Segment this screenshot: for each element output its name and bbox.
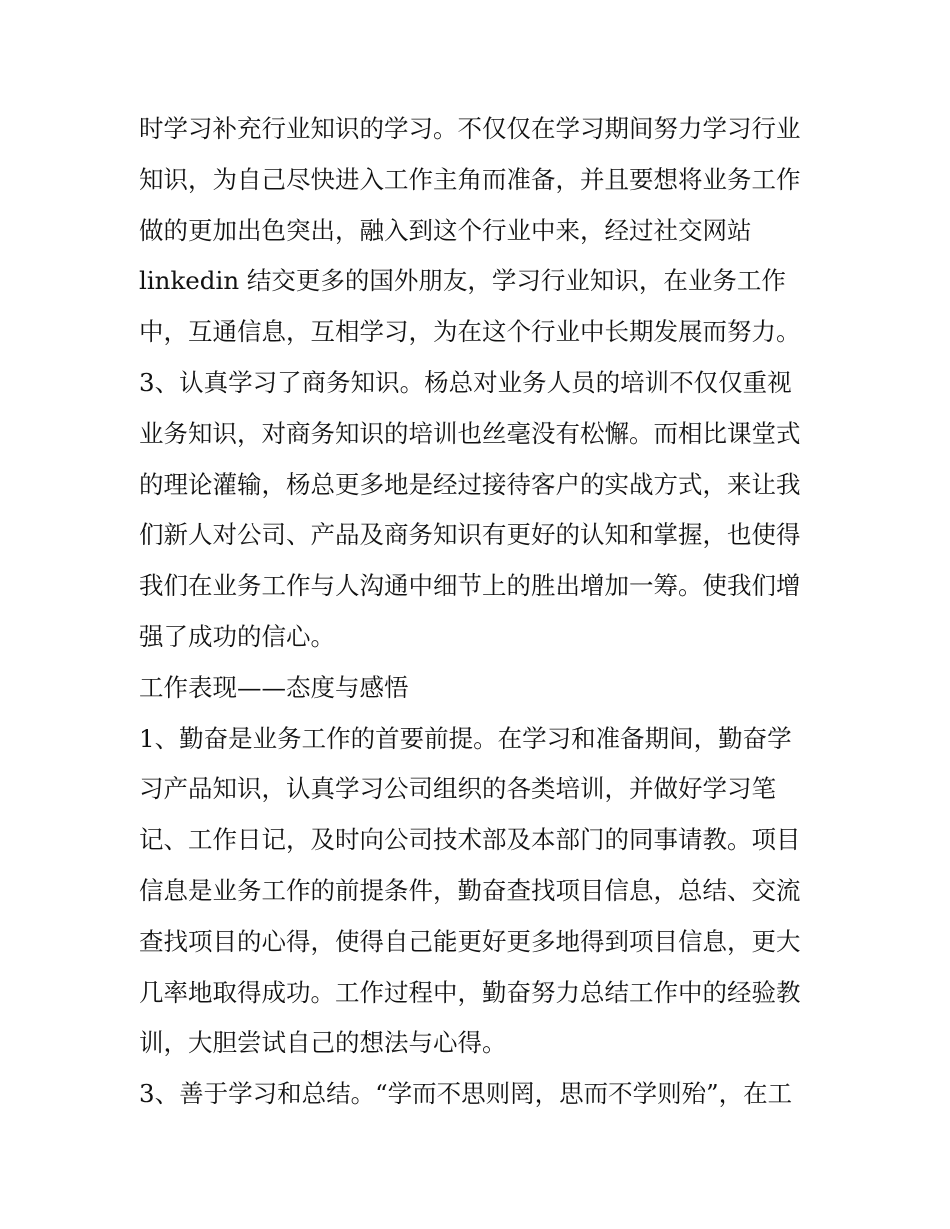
text-line: 习产品知识，认真学习公司组织的各类培训，并做好学习笔 — [139, 774, 776, 804]
text-line: 时学习补充行业知识的学习。不仅仅在学习期间努力学习行业 — [139, 114, 801, 143]
text-line: 3、认真学习了商务知识。杨总对业务人员的培训不仅仅重视 — [139, 367, 792, 397]
text-line: 的理论灌输，杨总更多地是经过接待客户的实战方式，来让我 — [139, 469, 801, 499]
text-line: 信息是业务工作的前提条件，勤奋查找项目信息，总结、交流 — [139, 875, 801, 905]
text-line: 我们在业务工作与人沟通中细节上的胜出增加一筹。使我们增 — [139, 571, 801, 601]
text-line: 1、勤奋是业务工作的首要前提。在学习和准备期间，勤奋学 — [139, 723, 792, 753]
text-line: linkedin 结交更多的国外朋友，学习行业知识，在业务工作 — [139, 266, 786, 296]
text-line: 们新人对公司、产品及商务知识有更好的认知和掌握，也使得 — [139, 520, 801, 550]
section-heading: 工作表现——态度与感悟 — [139, 672, 409, 702]
text-line: 中，互通信息，互相学习，为在这个行业中长期发展而努力。 — [139, 317, 801, 347]
text-line: 记、工作日记，及时向公司技术部及本部门的同事请教。项目 — [139, 825, 801, 855]
text-line: 做的更加出色突出，融入到这个行业中来，经过社交网站 — [139, 215, 752, 245]
text-line: 知识，为自己尽快进入工作主角而准备，并且要想将业务工作 — [139, 164, 801, 194]
text-line: 业务知识，对商务知识的培训也丝毫没有松懈。而相比课堂式 — [139, 418, 801, 448]
document-body — [139, 104, 819, 1120]
text-line: 3、善于学习和总结。“学而不思则罔，思而不学则殆”，在工 — [139, 1079, 793, 1109]
text-line: 训，大胆尝试自己的想法与心得。 — [139, 1028, 507, 1058]
text-line: 强了成功的信心。 — [139, 621, 335, 651]
text-line: 几率地取得成功。工作过程中，勤奋努力总结工作中的经验教 — [139, 977, 801, 1007]
text-line: 查找项目的心得，使得自己能更好更多地得到项目信息，更大 — [139, 926, 801, 956]
